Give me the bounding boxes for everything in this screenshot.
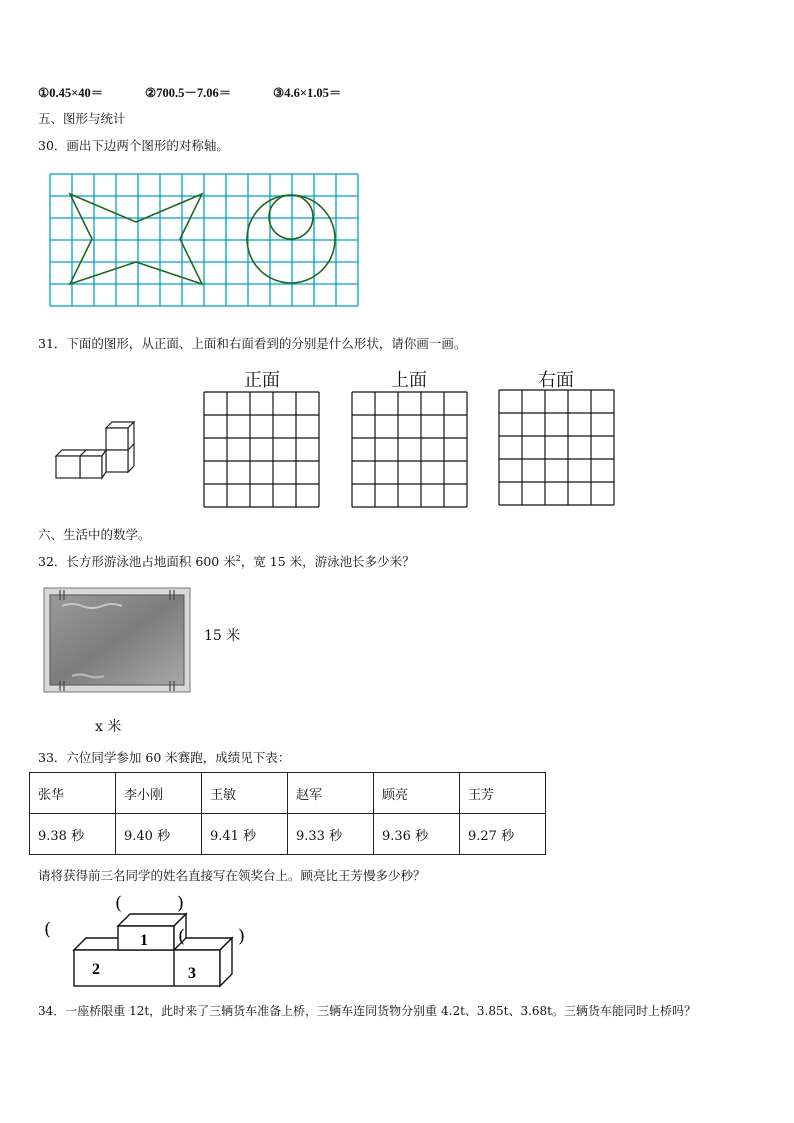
table-cell-name: 王芳 xyxy=(460,773,546,814)
first-paren-close: ) xyxy=(177,893,185,914)
race-results-table xyxy=(29,772,546,855)
table-cell-name: 李小刚 xyxy=(116,773,202,814)
table-cell-time: 9.38 秒 xyxy=(30,814,116,855)
table-cell-time: 9.33 秒 xyxy=(288,814,374,855)
symmetry-grid-figure xyxy=(48,172,362,308)
calc-3-marker: ③ xyxy=(273,86,285,100)
question-34: 34．一座桥限重 12t，此时来了三辆货车准备上桥，三辆车连同货物分别重 4.2t、3.85t、3.68t。三辆货车能同时上桥吗？ xyxy=(38,1004,696,1018)
calc-2-marker: ② xyxy=(145,86,157,100)
question-31: 31．下面的图形，从正面、上面和右面看到的分别是什么形状，请你画一画。 xyxy=(38,336,467,351)
grid-lines xyxy=(50,174,358,306)
front-view-grid[interactable] xyxy=(203,391,321,509)
question-30: 30．画出下边两个图形的对称轴。 xyxy=(38,138,229,153)
calc-1 xyxy=(38,83,103,101)
calc-3 xyxy=(273,83,341,101)
question-33: 33．六位同学参加 60 米赛跑，成绩见下表： xyxy=(38,750,291,765)
third-paren-open: ( xyxy=(178,926,186,947)
question-32-rest: ，宽 15 米，游泳池长多少米？ xyxy=(240,554,415,569)
pool-length-label: x 米 xyxy=(95,719,122,735)
section-six-heading: 六、生活中的数学。 xyxy=(38,527,151,542)
small-circle-shape xyxy=(269,195,313,239)
podium-third-number: 3 xyxy=(188,965,196,982)
table-cell-time: 9.36 秒 xyxy=(374,814,460,855)
pool-width-label: 15 米 xyxy=(204,628,241,644)
calc-1-expression: 0.45×40＝ xyxy=(49,86,104,100)
table-cell-name: 王敏 xyxy=(202,773,288,814)
question-32-superscript: 2 xyxy=(235,553,241,563)
podium-figure xyxy=(40,890,250,990)
podium-second-number: 2 xyxy=(92,961,100,978)
swimming-pool-picture xyxy=(42,586,192,696)
top-view-grid[interactable] xyxy=(351,391,469,509)
second-paren-open: ( xyxy=(44,919,52,940)
view-label-front: 正面 xyxy=(244,370,280,391)
table-cell-name: 顾亮 xyxy=(374,773,460,814)
calc-1-marker: ① xyxy=(38,86,50,100)
podium-first-number: 1 xyxy=(140,932,148,949)
cube-stack-figure xyxy=(50,418,140,486)
question-32-text: 32．长方形游泳池占地面积 600 米 xyxy=(38,554,236,569)
table-cell-name: 赵军 xyxy=(288,773,374,814)
calc-2 xyxy=(145,83,231,101)
table-cell-time: 9.27 秒 xyxy=(460,814,546,855)
calc-2-expression: 700.5－7.06＝ xyxy=(156,86,232,100)
calc-3-expression: 4.6×1.05＝ xyxy=(284,86,342,100)
question-33-followup: 请将获得前三名同学的姓名直接写在领奖台上。顾亮比王芳慢多少秒？ xyxy=(38,868,426,883)
table-cell-time: 9.40 秒 xyxy=(116,814,202,855)
section-five-heading: 五、图形与统计 xyxy=(38,111,126,126)
table-row-names xyxy=(30,773,546,814)
table-row-times xyxy=(30,814,546,855)
question-32 xyxy=(38,552,415,570)
view-label-top: 上面 xyxy=(391,370,427,391)
view-label-right: 右面 xyxy=(538,370,574,391)
first-paren-open: ( xyxy=(115,893,123,914)
right-view-grid[interactable] xyxy=(498,389,616,507)
third-paren-close: ) xyxy=(238,926,246,947)
table-cell-time: 9.41 秒 xyxy=(202,814,288,855)
table-cell-name: 张华 xyxy=(30,773,116,814)
